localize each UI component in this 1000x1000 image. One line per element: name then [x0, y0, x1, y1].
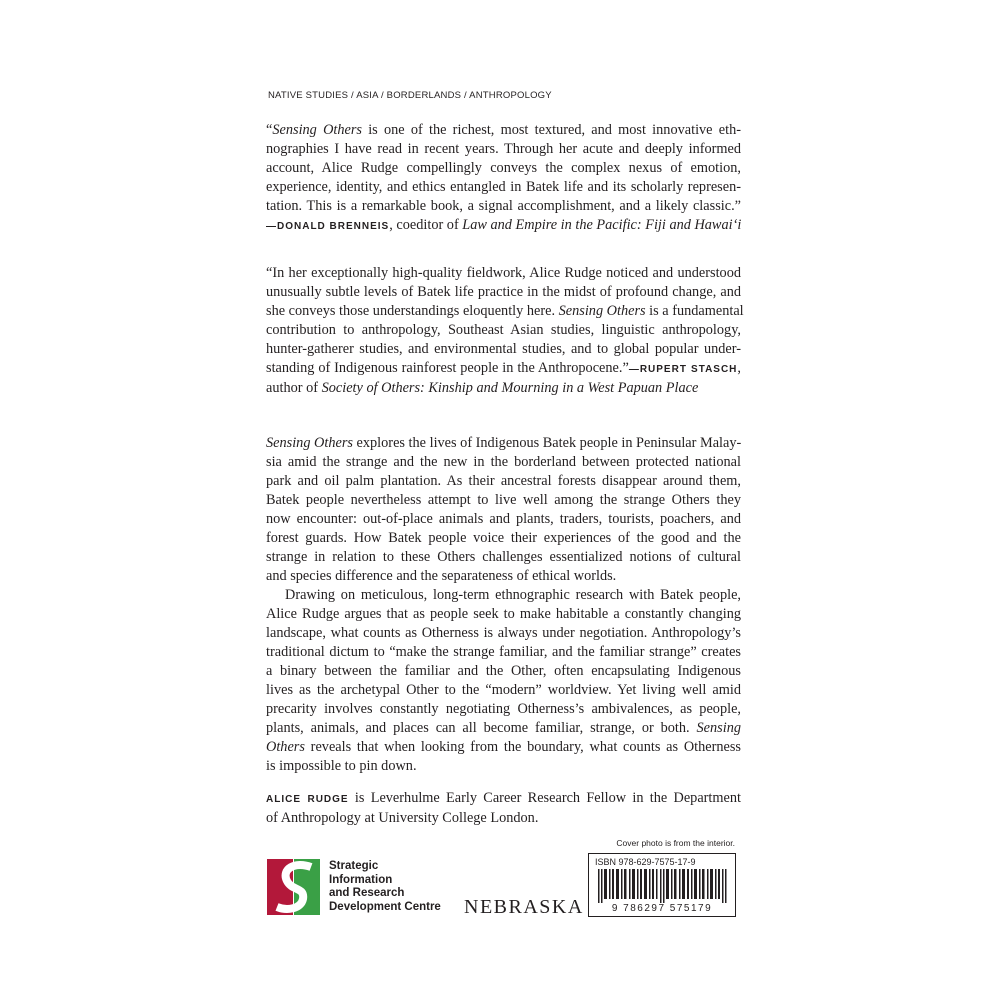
logo-text: Strategic Information and Research Development Centre	[329, 860, 441, 913]
isbn-barcode	[588, 853, 736, 917]
blurb-author: —DONALD BRENNEIS	[266, 221, 390, 232]
sirdc-logo-icon	[267, 859, 320, 915]
author-name: ALICE RUDGE	[266, 794, 349, 805]
blurb-brenneis: “Sensing Others is one of the richest, most textured, and most innovative eth- nographies I have read in recent years. Through her acute and deeply informed account, Alice Rudge compellingly conveys the complex nexus of emotion, experience, identity, and ethics entangled in Batek life and its scholarly represen- tation. This is a remarkable book, a signal accomplishment, and a likely classic.” —DONALD BRENNEIS, coeditor of Law and Empire in the Pacific: Fiji and Hawai‘i	[266, 122, 742, 233]
cover-photo-note: Cover photo is from the interior.	[616, 838, 735, 848]
isbn-label: ISBN 978-629-7575-17-9	[595, 857, 696, 867]
publisher-name: NEBRASKA	[464, 896, 584, 918]
barcode-digits: 9 786297 575179	[611, 903, 713, 914]
book-description: Sensing Others explores the lives of Indigenous Batek people in Peninsular Malay- sia amid the strange and the new in the borderland between protected national park and oil palm plantation. As their ancestral forests disappear around them, Batek people nevertheless attempt to live well among the strange Others they now encounter: out-of-place animals and plants, traders, tourists, poachers, and forest guards. How Batek people voice their experiences of the good and the strange in relation to these Others challenges essentialized notions of cultural and species difference and the separateness of ethical worlds. Drawing on meticulous, long-term ethnographic research with Batek people, Alice Rudge argues that as people seek to make habitable a constantly changing landscape, what counts as Otherness is always under negotiation. Anthropology’s traditional dictum to “make the strange familiar, and the familiar strange” creates a binary between the familiar and the Other, often encapsulating Indigenous lives as the archetypal Other to the “modern” worldview. Yet living well amid precarity involves constantly negotiating Otherness’s ambivalences, as people, plants, animals, and places can all become familiar, strange, or both. Sensing Others reveals that when looking from the boundary, what counts as Otherness is impossible to pin down.	[266, 435, 742, 774]
category-label: NATIVE STUDIES / ASIA / BORDERLANDS / ANTHROPOLOGY	[268, 90, 552, 101]
barcode-icon	[594, 869, 730, 903]
blurb-author: —RUPERT STASCH	[628, 364, 738, 375]
author-bio: ALICE RUDGE is Leverhulme Early Career Research Fellow in the Department of Anthropology at University College London.	[266, 790, 741, 826]
blurb-stasch: “In her exceptionally high-quality fieldwork, Alice Rudge noticed and understood unusually subtle levels of Batek life practice in the midst of profound change, and she conveys those understandings eloquently here. Sensing Others is a fundamental contribution to anthropology, Southeast Asian studies, linguistic anthropology, hunter-gatherer studies, and environmental studies, and to global popular under- standing of Indigenous rainforest people in the Anthropocene.”—RUPERT STASCH, author of Society of Others: Kinship and Mourning in a West Papuan Place	[266, 265, 744, 396]
